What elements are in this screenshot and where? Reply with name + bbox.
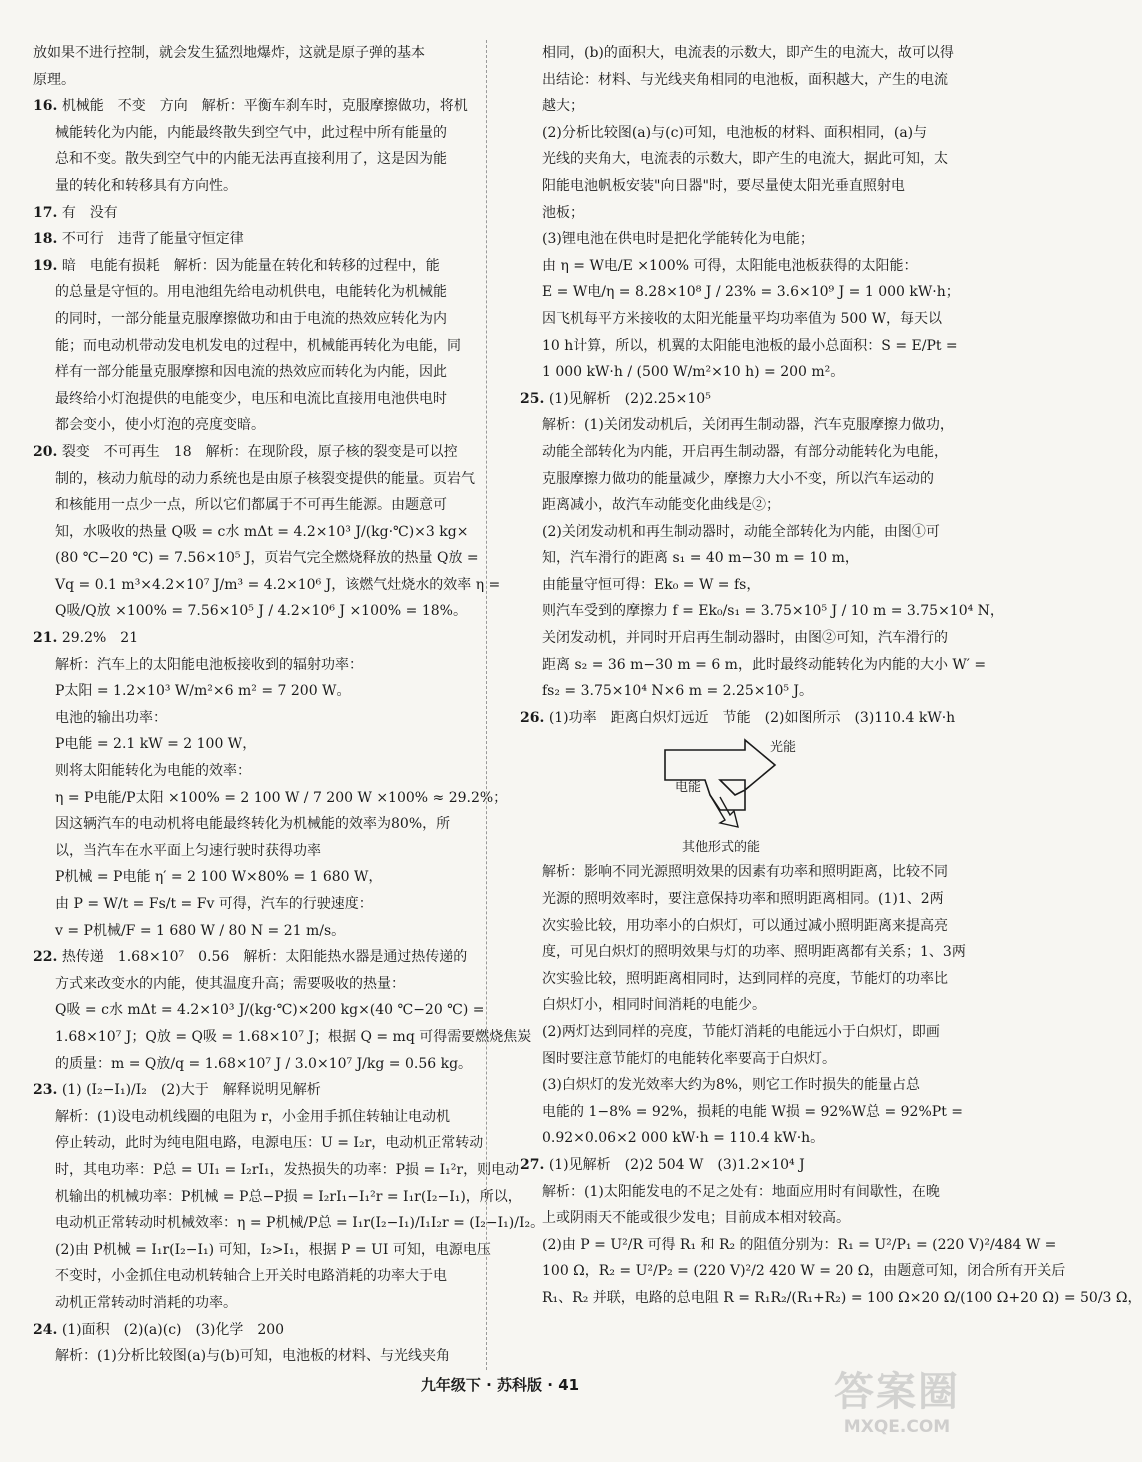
text-content: 相同，(b)的面积大，电流表的示数大，即产生的电流大，故可以得 bbox=[542, 45, 954, 61]
text-content: 1.68×10⁷ J；Q放 = Q吸 = 1.68×10⁷ J；根据 Q = mq 可得需要燃烧焦炭 bbox=[55, 1028, 532, 1045]
text-line bbox=[520, 519, 965, 546]
text-content: 量的转化和转移具有方向性。 bbox=[55, 177, 237, 194]
text-content: Vq = 0.1 m³×4.2×10⁷ J/m³ = 4.2×10⁶ J，该燃气灶烧水的效率 η = bbox=[55, 576, 501, 593]
text-line bbox=[33, 944, 478, 971]
question-number: 20. bbox=[33, 443, 58, 460]
text-line bbox=[520, 146, 965, 173]
text-content: E = W电/η = 8.28×10⁸ J / 23% = 3.6×10⁹ J = 1 000 kW·h； bbox=[542, 284, 960, 301]
text-line bbox=[33, 333, 478, 360]
question-number: 24. bbox=[33, 1321, 58, 1338]
text-line bbox=[33, 173, 478, 200]
text-content: (1)面积 (2)(a)(c) (3)化学 200 bbox=[61, 1321, 285, 1338]
text-content: (3)锂电池在供电时是把化学能转化为电能； bbox=[542, 231, 814, 248]
text-content: 械能转化为内能，内能最终散失到空气中，此过程中所有能量的 bbox=[55, 124, 447, 141]
text-line bbox=[33, 1051, 478, 1078]
text-content: 0.92×0.06×2 000 kW·h = 110.4 kW·h。 bbox=[542, 1130, 825, 1147]
text-line bbox=[520, 545, 965, 572]
text-content: 解析：(1)关闭发动机后，关闭再生制动器，汽车克服摩擦力做功， bbox=[542, 417, 954, 434]
text-content: 则汽车受到的摩擦力 f = Ek₀/s₁ = 3.75×10⁵ J / 10 m = 3.75×10⁴ N， bbox=[542, 603, 1004, 620]
text-line bbox=[520, 705, 965, 732]
text-line bbox=[520, 1099, 965, 1126]
text-line bbox=[33, 731, 478, 758]
text-content: 总和不变。散失到空气中的内能无法再直接利用了，这是因为能 bbox=[55, 151, 447, 168]
text-line bbox=[33, 1210, 545, 1237]
text-line bbox=[520, 333, 965, 360]
text-content: 图时要注意节能灯的电能转化率要高于白炽灯。 bbox=[542, 1050, 836, 1067]
text-content: 动能全部转化为内能，开启再生制动器，有部分动能转化为电能， bbox=[542, 443, 948, 460]
text-content: 10 h计算，所以，机翼的太阳能电池板的最小总面积：S = E/Pt = bbox=[542, 337, 958, 354]
text-content: 时，其电功率：P总 = UI₁ = I₂rI₁，发热损失的功率：P损 = I₁²r，则电动 bbox=[55, 1161, 520, 1178]
text-content: R₁、R₂ 并联，电路的总电阻 R = R₁R₂/(R₁+R₂) = 100 Ω×20 Ω/(100 Ω+20 Ω) = 50/3 Ω， bbox=[542, 1289, 1142, 1306]
text-line bbox=[520, 678, 965, 705]
text-content: 克服摩擦力做功的能量减少，摩擦力大小不变，所以汽车运动的 bbox=[542, 470, 934, 487]
text-content: 最终给小灯泡提供的电能变少，电压和电流比直接用电池供电时 bbox=[55, 390, 447, 407]
text-content: 和核能用一点少一点，所以它们都属于不可再生能源。由题意可 bbox=[55, 497, 447, 514]
text-line bbox=[520, 1046, 965, 1073]
column-divider bbox=[486, 40, 487, 1370]
text-content: 次实验比较，用功率小的白炽灯，可以通过减小照明距离来提高亮 bbox=[542, 917, 948, 934]
text-content: 电动机正常转动时机械效率：η = P机械/P总 = I₁r(I₂−I₁)/I₁I₂r = (I₂−I₁)/I₂。 bbox=[55, 1215, 545, 1232]
text-line bbox=[33, 785, 508, 812]
text-content: 距离 s₂ = 36 m−30 m = 6 m，此时最终动能转化为内能的大小 W′ = bbox=[542, 656, 987, 673]
text-line bbox=[33, 1343, 478, 1370]
text-content: 因这辆汽车的电动机将电能最终转化为机械能的效率为80%，所 bbox=[55, 816, 451, 833]
text-line bbox=[33, 67, 478, 94]
text-content: 知，水吸收的热量 Q吸 = c水 mΔt = 4.2×10³ J/(kg·℃)×3 kg× bbox=[55, 523, 469, 540]
text-content: 次实验比较，照明距离相同时，达到同样的亮度，节能灯的功率比 bbox=[542, 970, 948, 987]
text-line bbox=[33, 253, 478, 280]
diagram-other-label: 其他形式的能 bbox=[682, 840, 761, 856]
text-line bbox=[520, 492, 965, 519]
text-content: 的同时，一部分能量克服摩擦做功和由于电流的热效应转化为内 bbox=[55, 310, 447, 327]
text-content: (3)白炽灯的发光效率大约为8%，则它工作时损失的能量占总 bbox=[542, 1077, 921, 1094]
text-line bbox=[520, 253, 965, 280]
text-line bbox=[33, 598, 478, 625]
text-line bbox=[520, 306, 965, 333]
text-line bbox=[520, 93, 965, 120]
text-content: 都会变小，使小灯泡的亮度变暗。 bbox=[55, 417, 265, 434]
text-content: 出结论：材料、与光线夹角相同的电池板，面积越大，产生的电流 bbox=[542, 71, 948, 88]
text-content: 样有一部分能量克服摩擦和因电流的热效应而转化为内能，因此 bbox=[55, 364, 447, 381]
text-content: 由 P = W/t = Fs/t = Fv 可得，汽车的行驶速度： bbox=[55, 896, 373, 912]
text-content: (2)由 P机械 = I₁r(I₂−I₁) 可知，I₂>I₁，根据 P = UI 可知，电源电压 bbox=[55, 1241, 491, 1258]
text-line bbox=[520, 173, 965, 200]
text-content: 知，汽车滑行的距离 s₁ = 40 m−30 m = 10 m， bbox=[542, 550, 859, 567]
text-line bbox=[33, 1184, 522, 1211]
text-content: v = P机械/F = 1 680 W / 80 N = 21 m/s。 bbox=[55, 922, 346, 939]
text-line bbox=[33, 811, 478, 838]
text-content: P电能 = 2.1 kW = 2 100 W， bbox=[55, 736, 257, 753]
text-content: 能；而电动机带动发电机发电的过程中，机械能再转化为电能，同 bbox=[55, 337, 461, 354]
question-number: 21. bbox=[33, 630, 58, 647]
text-line bbox=[520, 1179, 965, 1206]
text-content: 停止转动，此时为纯电阻电路，电源电压：U = I₂r，电动机正常转动 bbox=[55, 1135, 484, 1152]
text-content: 解析：(1)太阳能发电的不足之处有：地面应用时有间歇性，在晚 bbox=[542, 1183, 940, 1200]
text-content: 电池的输出功率： bbox=[55, 709, 167, 726]
question-number: 19. bbox=[33, 257, 58, 274]
arrow-diagram bbox=[650, 735, 810, 835]
text-line bbox=[33, 572, 501, 599]
text-content: 暗 电能有损耗 解析：因为能量在转化和转移的过程中，能 bbox=[61, 257, 440, 274]
text-content: (2)由 P = U²/R 可得 R₁ 和 R₂ 的阻值分别为：R₁ = U²/P₁ = (220 V)²/484 W = bbox=[542, 1236, 1057, 1253]
watermark-text: 答案圈 bbox=[834, 1369, 960, 1415]
text-line bbox=[520, 412, 965, 439]
text-content: 放如果不进行控制，就会发生猛烈地爆炸，这就是原子弹的基本 bbox=[33, 45, 425, 61]
text-content: 动机正常转动时消耗的功率。 bbox=[55, 1294, 237, 1311]
text-line bbox=[520, 1019, 965, 1046]
text-content: (1)见解析 (2)2 504 W (3)1.2×10⁴ J bbox=[548, 1156, 805, 1173]
text-line bbox=[33, 758, 478, 785]
text-line bbox=[520, 859, 965, 886]
text-content: 29.2% 21 bbox=[61, 630, 139, 647]
text-line bbox=[33, 1263, 478, 1290]
text-line bbox=[33, 306, 478, 333]
text-line bbox=[520, 992, 965, 1019]
text-content: 有 没有 bbox=[61, 204, 118, 221]
page-footer: 九年级下 · 苏科版 · 41 bbox=[420, 1376, 580, 1394]
text-content: 解析：影响不同光源照明效果的因素有功率和照明距离，比较不同 bbox=[542, 864, 948, 881]
text-content: 的质量：m = Q放/q = 1.68×10⁷ J / 3.0×10⁷ J/kg = 0.56 kg。 bbox=[55, 1055, 473, 1072]
text-line bbox=[520, 966, 965, 993]
text-line bbox=[520, 625, 965, 652]
text-line bbox=[520, 226, 965, 253]
text-line bbox=[520, 598, 1004, 625]
text-content: (80 ℃−20 ℃) = 7.56×10⁵ J，页岩气完全燃烧释放的热量 Q放 = bbox=[55, 550, 479, 567]
text-content: 解析：汽车上的太阳能电池板接收到的辐射功率： bbox=[55, 656, 363, 673]
text-line bbox=[33, 120, 478, 147]
text-content: 以，当汽车在水平面上匀速行驶时获得功率 bbox=[55, 842, 321, 859]
text-content: 越大； bbox=[542, 98, 584, 115]
text-line bbox=[33, 226, 478, 253]
question-number: 26. bbox=[520, 709, 545, 726]
diagram-electric-label: 电能 bbox=[675, 780, 702, 796]
text-line bbox=[33, 838, 478, 865]
text-line bbox=[33, 1157, 520, 1184]
text-line bbox=[33, 625, 478, 652]
text-line bbox=[520, 913, 965, 940]
text-content: (2)两灯达到同样的亮度，节能灯消耗的电能远小于白炽灯，即画 bbox=[542, 1024, 940, 1040]
text-line bbox=[520, 279, 965, 306]
text-line bbox=[33, 1290, 478, 1317]
text-line bbox=[33, 705, 478, 732]
text-line bbox=[33, 200, 478, 227]
text-line bbox=[520, 1232, 1057, 1259]
text-line bbox=[33, 359, 478, 386]
text-line bbox=[520, 386, 965, 413]
text-line bbox=[520, 67, 965, 94]
text-content: 解析：(1)设电动机线圈的电阻为 r，小金用手抓住转轴让电动机 bbox=[55, 1108, 450, 1125]
text-content: (1) (I₂−I₁)/I₂ (2)大于 解释说明见解析 bbox=[61, 1082, 321, 1099]
text-content: (1)见解析 (2)2.25×10⁵ bbox=[548, 390, 711, 407]
text-content: 机械能 不变 方向 解析：平衡车刹车时，克服摩擦做功，将机 bbox=[61, 98, 468, 115]
watermark-url: MXQE.COM bbox=[843, 1417, 951, 1437]
text-content: 机输出的机械功率：P机械 = P总−P损 = I₂rI₁−I₁²r = I₁r(I₂−I₁)，所以， bbox=[55, 1188, 522, 1205]
text-content: 光源的照明效率时，要注意保持功率和照明距离相同。(1)1、2两 bbox=[542, 891, 944, 908]
text-line bbox=[520, 200, 965, 227]
text-content: 的总量是守恒的。用电池组先给电动机供电，电能转化为机械能 bbox=[55, 284, 447, 301]
text-line bbox=[33, 1104, 478, 1131]
text-content: 关闭发动机，并同时开启再生制动器时，由图②可知，汽车滑行的 bbox=[542, 630, 948, 647]
text-content: 距离减小，故汽车动能变化曲线是②； bbox=[542, 497, 780, 514]
text-line bbox=[33, 466, 478, 493]
question-number: 25. bbox=[520, 390, 545, 407]
text-content: 由 η = W电/E ×100% 可得，太阳能电池板获得的太阳能： bbox=[542, 257, 918, 274]
text-line bbox=[33, 519, 478, 546]
watermark-logo bbox=[812, 1360, 982, 1450]
text-line bbox=[520, 1072, 965, 1099]
text-content: (1)功率 距离白炽灯远近 节能 (2)如图所示 (3)110.4 kW·h bbox=[548, 709, 956, 726]
text-line bbox=[33, 1317, 478, 1344]
text-content: Q吸/Q放 ×100% = 7.56×10⁵ J / 4.2×10⁶ J ×100% = 18%。 bbox=[55, 603, 467, 620]
text-line bbox=[33, 652, 478, 679]
text-content: 度，可见白炽灯的照明效果与灯的功率、照明距离都有关系；1、3两 bbox=[542, 944, 966, 961]
text-line bbox=[33, 918, 478, 945]
text-content: 不可行 违背了能量守恒定律 bbox=[61, 231, 244, 248]
question-number: 27. bbox=[520, 1156, 545, 1173]
text-content: 光线的夹角大，电流表的示数大，即产生的电流大，据此可知，太 bbox=[542, 151, 948, 168]
text-line bbox=[33, 1237, 491, 1264]
text-content: 上或阴雨天不能或很少发电；目前成本相对较高。 bbox=[542, 1210, 850, 1227]
text-content: 不变时，小金抓住电动机转轴合上开关时电路消耗的功率大于电 bbox=[55, 1268, 447, 1285]
question-number: 18. bbox=[33, 231, 58, 248]
text-line bbox=[33, 1077, 478, 1104]
energy-arrow bbox=[665, 740, 775, 810]
text-content: 电能的 1−8% = 92%，损耗的电能 W损 = 92%W总 = 92%Pt = bbox=[542, 1103, 963, 1120]
text-content: 1 000 kW·h / (500 W/m²×10 h) = 200 m²。 bbox=[542, 364, 845, 381]
text-content: 方式来改变水的内能，使其温度升高；需要吸收的热量： bbox=[55, 975, 405, 992]
text-line bbox=[520, 939, 965, 966]
question-number: 16. bbox=[33, 98, 58, 115]
text-content: 阳能电池帆板安装"向日器"时，要尽量使太阳光垂直照射电 bbox=[542, 177, 905, 194]
text-content: P太阳 = 1.2×10³ W/m²×6 m² = 7 200 W。 bbox=[55, 683, 351, 700]
text-line bbox=[33, 1130, 484, 1157]
text-line bbox=[520, 1152, 965, 1179]
text-content: 100 Ω，R₂ = U²/P₂ = (220 V)²/2 420 W = 20 Ω，由题意可知，闭合所有开关后 bbox=[542, 1263, 1066, 1280]
right-column bbox=[520, 40, 1142, 1312]
text-line bbox=[33, 997, 485, 1024]
text-content: η = P电能/P太阳 ×100% = 2 100 W / 7 200 W ×100% ≈ 29.2%； bbox=[55, 789, 508, 806]
text-content: 解析：(1)分析比较图(a)与(b)可知，电池板的材料、与光线夹角 bbox=[55, 1348, 450, 1365]
text-line bbox=[33, 678, 478, 705]
question-number: 22. bbox=[33, 949, 58, 966]
text-line bbox=[520, 1125, 965, 1152]
text-content: fs₂ = 3.75×10⁴ N×6 m = 2.25×10⁵ J。 bbox=[542, 683, 814, 700]
text-line bbox=[520, 40, 965, 67]
text-line bbox=[33, 93, 478, 120]
text-content: 池板； bbox=[542, 204, 584, 221]
text-content: 则将太阳能转化为电能的效率： bbox=[55, 763, 251, 780]
text-content: Q吸 = c水 mΔt = 4.2×10³ J/(kg·℃)×200 kg×(40 ℃−20 ℃) = bbox=[55, 1002, 485, 1019]
text-line bbox=[33, 439, 478, 466]
text-line bbox=[520, 572, 965, 599]
text-line bbox=[33, 971, 478, 998]
text-content: 原理。 bbox=[33, 71, 75, 88]
text-line bbox=[520, 1285, 1142, 1312]
text-content: (2)关闭发动机和再生制动器时，动能全部转化为内能，由图①可 bbox=[542, 523, 940, 540]
text-content: (2)分析比较图(a)与(c)可知，电池板的材料、面积相同，(a)与 bbox=[542, 124, 928, 141]
question-number: 17. bbox=[33, 204, 58, 221]
question-number: 23. bbox=[33, 1082, 58, 1099]
energy-flow-diagram bbox=[520, 735, 965, 855]
text-content: 由能量守恒可得：Ek₀ = W = fs， bbox=[542, 576, 761, 593]
text-line bbox=[33, 492, 478, 519]
text-line bbox=[33, 545, 478, 572]
text-line bbox=[520, 466, 965, 493]
text-content: 因飞机每平方米接收的太阳光能量平均功率值为 500 W，每天以 bbox=[542, 310, 943, 327]
text-line bbox=[33, 279, 478, 306]
text-line bbox=[520, 1205, 965, 1232]
text-line bbox=[520, 120, 965, 147]
text-line bbox=[520, 439, 965, 466]
text-line bbox=[520, 359, 965, 386]
text-line bbox=[33, 40, 478, 67]
text-line bbox=[520, 1258, 1066, 1285]
text-line bbox=[33, 1024, 532, 1051]
text-line bbox=[520, 886, 965, 913]
text-line bbox=[33, 864, 478, 891]
text-line bbox=[520, 652, 987, 679]
text-content: 制的，核动力航母的动力系统也是由原子核裂变提供的能量。页岩气 bbox=[55, 470, 475, 487]
loss-arrow bbox=[710, 795, 738, 827]
text-content: 裂变 不可再生 18 解析：在现阶段，原子核的裂变是可以控 bbox=[61, 443, 458, 460]
text-content: P机械 = P电能 η′ = 2 100 W×80% = 1 680 W， bbox=[55, 869, 383, 886]
diagram-light-label: 光能 bbox=[770, 740, 797, 756]
text-line bbox=[33, 412, 478, 439]
text-line bbox=[33, 891, 478, 918]
text-line bbox=[33, 386, 478, 413]
text-content: 热传递 1.68×10⁷ 0.56 解析：太阳能热水器是通过热传递的 bbox=[61, 949, 468, 966]
text-content: 白炽灯小，相同时间消耗的电能少。 bbox=[542, 997, 766, 1014]
text-line bbox=[33, 146, 478, 173]
